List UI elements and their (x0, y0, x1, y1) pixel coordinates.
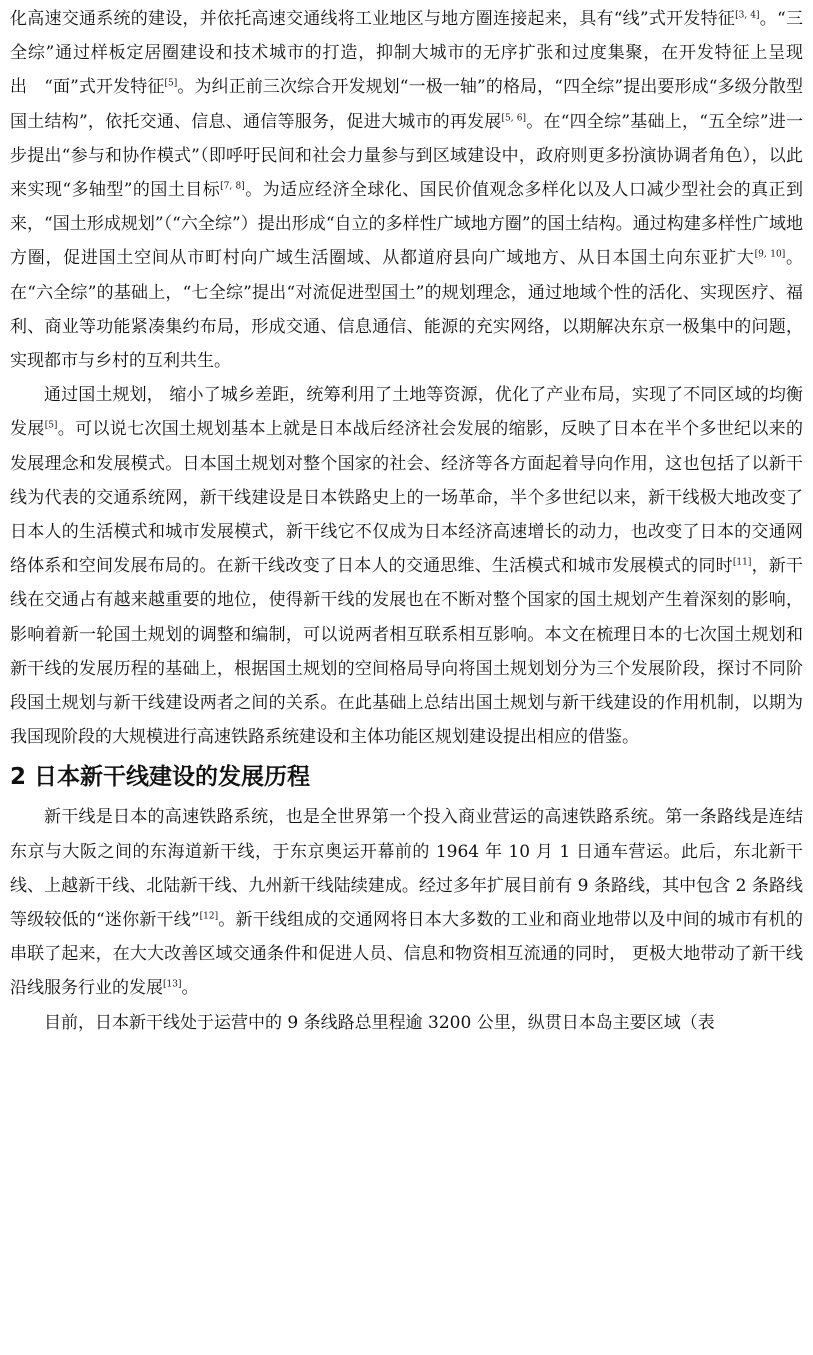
text-run: 化高速交通系统的建设，并依托高速交通线将工业地区与地方圈连接起来，具有“线”式开发特征 (10, 9, 736, 29)
citation-11: [11] (732, 557, 752, 568)
citation-5: [5] (44, 420, 58, 431)
citation-3-4: [3, 4] (735, 10, 760, 21)
text-run: 。为纠正前三次综合开发规划“一极一轴”的格局，“四全综”提出要形成“多级分散型国土结构”，依托交通、信息、通信等服务，促进大城市的再发展 (10, 77, 804, 132)
text-run: 。 (181, 978, 199, 999)
text-run: 。“三全综”通过样板定居圈建设和技术城市的打造，抑制大城市的无序扩张和过度集聚，在开发特征上呈现出 “面”式开发特征 (10, 9, 803, 98)
section-heading-2: 2 日本新干线建设的发展历程 (10, 764, 311, 791)
text-run: 。在“六全综”的基础上，“七全综”提出“对流促进型国土”的规划理念，通过地域个性的活化、实现医疗、福利、商业等功能紧凑集约布局，形成交通、信息通信、能源的充实网络，以期解决东京一极集中的问题，实现都市与乡村的互利共生。 (10, 248, 803, 372)
citation-12: [12] (199, 911, 219, 922)
citation-13: [13] (163, 979, 182, 990)
citation-5: [5] (164, 78, 178, 89)
paragraph-1 (10, 2, 803, 378)
paragraph-2 (10, 378, 803, 754)
text-run: 。在“四全综”基础上，“五全综”进一步提出“参与和协作模式”（即呼吁民间和社会力量参与到区域建设中，政府则更多扮演协调者角色），以此来实现“多轴型”的国土目标 (10, 111, 803, 201)
text-run: 。可以说七次国土规划基本上就是日本战后经济社会发展的缩影，反映了日本在半个多世纪以来的发展理念和发展模式。日本国土规划对整个国家的社会、经济等各方面起着导向作用，这也包括了以新干线为代表的交通系统网，新干线建设是日本铁路史上的一场革命，半个多世纪以来，新干线极大地改变了日本人的生活模式和城市发展模式，新干线它不仅成为日本经济高速增长的动力，也改变了日本的交通网络体系和空间发展布局的。在新干线改变了日本人的交通思维、生活模式和城市发展模式的同时 (10, 419, 804, 577)
citation-9-10: [9, 10] (754, 249, 786, 260)
citation-7-8: [7, 8] (220, 181, 245, 192)
text-run: 目前，日本新干线处于运营中的 9 条线路总里程逾 3200 公里，纵贯日本岛主要区域（表 (44, 1012, 715, 1033)
paragraph-4 (10, 1006, 803, 1040)
text-run: 新干线是日本的高速铁路系统，也是全世界第一个投入商业营运的高速铁路系统。第一条路线是连结东京与大阪之间的东海道新干线，于东京奥运开幕前的 1964 年 10 月 1 日通车营运。此后，东北新干线、上越新干线、北陆新干线、九州新干线陆续建成。经过多年扩展目前有 9 条路线，其中包含 2 条路线等级较低的“迷你新干线” (10, 807, 803, 931)
text-run: 通过国土规划， 缩小了城乡差距，统筹利用了土地等资源，优化了产业布局，实现了不同区域的均衡发展 (10, 385, 803, 440)
text-run: 。为适应经济全球化、国民价值观念多样化以及人口减少型社会的真正到来，“国土形成规划”（“六全综”）提出形成“自立的多样性广域地方圈”的国土结构。通过构建多样性广域地方圈，促进国土空间从市町村向广域生活圈域、从都道府县向广域地方、从日本国土向东亚扩大 (10, 180, 803, 269)
text-run: ，新干线在交通占有越来越重要的地位，使得新干线的发展也在不断对整个国家的国土规划产生着深刻的影响，影响着新一轮国土规划的调整和编制，可以说两者相互联系相互影响。本文在梳理日本的七次国土规划和新干线的发展历程的基础上，根据国土规划的空间格局导向将国土规划划分为三个发展阶段，探讨不同阶段国土规划与新干线建设两者之间的关系。在此基础上总结出国土规划与新干线建设的作用机制，以期为我国现阶段的大规模进行高速铁路系统建设和主体功能区规划建设提出相应的借鉴。 (10, 556, 804, 748)
text-run: 。新干线组成的交通网将日本大多数的工业和商业地带以及中间的城市有机的串联了起来，在大大改善区域交通条件和促进人员、信息和物资相互流通的同时， 更极大地带动了新干线沿线服务行业的发展 (10, 910, 804, 999)
citation-5-6: [5, 6] (501, 112, 526, 123)
paragraph-3 (10, 800, 803, 1005)
